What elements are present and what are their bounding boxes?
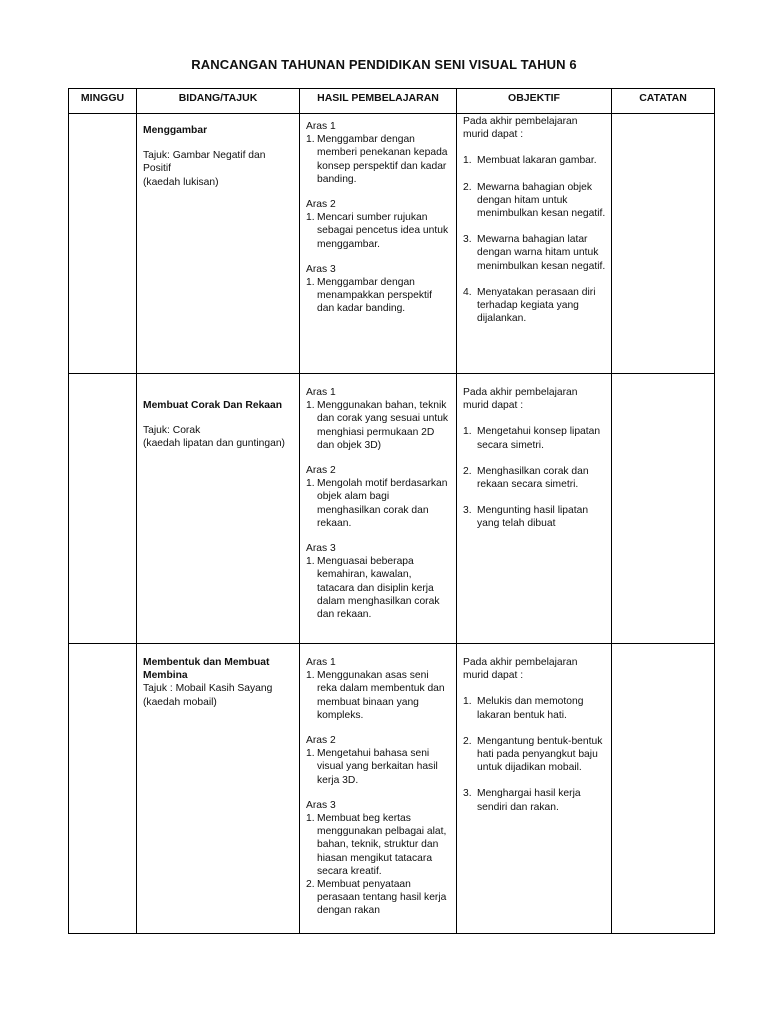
- list-item: [463, 425, 606, 451]
- yearly-plan-table: [68, 88, 715, 934]
- hasil-cell: [300, 374, 457, 644]
- kaedah-text: (kaedah lukisan): [143, 176, 219, 188]
- list-item: [463, 787, 606, 813]
- item-text: Menghasilkan corak dan rekaan secara simetri.: [477, 465, 589, 491]
- item-number: 2.: [463, 181, 472, 193]
- table-row: [69, 114, 715, 374]
- table-row: [69, 644, 715, 934]
- aras-block: [306, 542, 451, 621]
- item-number: 3.: [463, 788, 472, 800]
- item-number: 1.: [306, 748, 315, 760]
- list-item: [306, 477, 451, 530]
- item-number: 1.: [306, 134, 315, 146]
- list-item: [306, 669, 451, 722]
- item-number: 2.: [463, 735, 472, 747]
- bidang-name: Membuat Corak Dan Rekaan: [143, 400, 283, 411]
- item-text: Menyatakan perasaan diri terhadap kegiata yang dijalankan.: [477, 286, 596, 325]
- item-text: Melukis dan memotong lakaran bentuk hati.: [477, 696, 584, 721]
- list-item: [306, 211, 451, 251]
- header-objektif: OBJEKTIF: [457, 89, 612, 114]
- item-text: Mencari sumber rujukan sebagai pencetus idea untuk menggambar.: [317, 212, 449, 250]
- item-text: Membuat lakaran gambar.: [477, 155, 597, 167]
- list-item: [306, 878, 451, 918]
- catatan-cell: [612, 374, 715, 644]
- aras-label: Aras 1: [306, 657, 336, 668]
- catatan-cell: [612, 114, 715, 374]
- list-item: [306, 276, 451, 316]
- item-text: Menggambar dengan memberi penekanan kepada konsep perspektif dan kadar banding.: [317, 134, 448, 185]
- minggu-cell: [69, 114, 137, 374]
- list-item: [463, 695, 606, 721]
- item-number: 4.: [463, 286, 472, 298]
- item-number: 1.: [306, 400, 315, 412]
- item-number: 2.: [306, 879, 315, 891]
- aras-block: [306, 464, 451, 530]
- aras-block: [306, 734, 451, 787]
- objektif-intro: Pada akhir pembelajaran murid dapat :: [463, 387, 578, 412]
- document-title: RANCANGAN TAHUNAN PENDIDIKAN SENI VISUAL TAHUN 6: [191, 57, 577, 72]
- list-item: [463, 181, 606, 221]
- list-item: [306, 133, 451, 186]
- tajuk-text: Tajuk: Corak: [143, 425, 201, 437]
- item-text: Membuat beg kertas menggunakan pelbagai alat, bahan, teknik, struktur dan hiasan mengikut tatacara secara kreatif.: [317, 813, 447, 877]
- item-number: 1.: [463, 426, 472, 438]
- aras-label: Aras 3: [306, 543, 336, 555]
- bidang-name: Membentuk dan Membuat Membina: [143, 657, 270, 682]
- objektif-cell: [457, 114, 612, 374]
- list-item: [306, 747, 451, 787]
- table-header-row: [69, 89, 715, 114]
- item-number: 3.: [463, 234, 472, 246]
- item-text: Mengetahui konsep lipatan secara simetri.: [477, 426, 601, 451]
- objektif-cell: [457, 374, 612, 644]
- item-number: 1.: [306, 670, 315, 682]
- kaedah-text: (kaedah lipatan dan guntingan): [143, 438, 285, 450]
- aras-block: [306, 198, 451, 251]
- header-hasil-pembelajaran: HASIL PEMBELAJARAN: [300, 89, 457, 114]
- list-item: [306, 555, 451, 621]
- aras-label: Aras 3: [306, 263, 336, 275]
- list-item: [463, 233, 606, 273]
- bidang-cell: [137, 644, 300, 934]
- tajuk-text: Tajuk: Gambar Negatif dan Positif: [143, 150, 266, 175]
- aras-block: [306, 386, 451, 452]
- item-text: Mengetahui bahasa seni visual yang berkaitan hasil kerja 3D.: [317, 748, 438, 786]
- list-item: [306, 399, 451, 452]
- aras-label: Aras 1: [306, 387, 336, 398]
- item-text: Menggambar dengan menampakkan perspektif dan kadar banding.: [317, 277, 433, 315]
- bidang-cell: [137, 114, 300, 374]
- item-text: Menggunakan asas seni reka dalam membentuk dan membuat binaan yang kompleks.: [317, 670, 445, 721]
- item-number: 1.: [463, 696, 472, 708]
- item-number: 1.: [306, 277, 315, 289]
- item-number: 3.: [463, 505, 472, 517]
- aras-block: [306, 656, 451, 722]
- hasil-cell: [300, 644, 457, 934]
- item-text: Mengantung bentuk-bentuk hati pada penyangkut baju untuk dijadikan mobail.: [477, 735, 603, 774]
- item-text: Membuat penyataan perasaan tentang hasil kerja dengan rakan: [317, 879, 447, 917]
- item-text: Mengunting hasil lipatan yang telah dibuat: [477, 505, 589, 530]
- item-text: Mewarna bahagian latar dengan warna hitam untuk menimbulkan kesan negatif.: [477, 234, 606, 272]
- bidang-name: Menggambar: [143, 125, 208, 136]
- aras-label: Aras 2: [306, 735, 336, 747]
- objektif-cell: [457, 644, 612, 934]
- list-item: [463, 735, 606, 775]
- item-number: 1.: [463, 155, 472, 167]
- item-text: Menggunakan bahan, teknik dan corak yang sesuai untuk menghiasi permukaan 2D dan objek 3D): [317, 400, 449, 451]
- list-item: [306, 812, 451, 878]
- aras-block: [306, 120, 451, 186]
- item-number: 1.: [306, 212, 315, 224]
- item-text: Mengolah motif berdasarkan objek alam bagi menghasilkan corak dan rekaan.: [317, 478, 448, 529]
- aras-block: [306, 263, 451, 316]
- hasil-cell: [300, 114, 457, 374]
- list-item: [463, 286, 606, 326]
- item-text: Mewarna bahagian objek dengan hitam untuk menimbulkan kesan negatif.: [477, 181, 606, 220]
- kaedah-text: (kaedah mobail): [143, 696, 217, 708]
- item-number: 1.: [306, 813, 315, 825]
- aras-label: Aras 3: [306, 799, 336, 811]
- aras-label: Aras 2: [306, 465, 336, 477]
- item-number: 1.: [306, 478, 315, 490]
- list-item: [463, 154, 606, 167]
- bidang-cell: [137, 374, 300, 644]
- header-bidang-tajuk: BIDANG/TAJUK: [137, 89, 300, 114]
- aras-block: [306, 799, 451, 918]
- objektif-intro: Pada akhir pembelajaran murid dapat :: [463, 657, 578, 682]
- item-text: Menghargai hasil kerja sendiri dan rakan.: [477, 788, 581, 813]
- minggu-cell: [69, 374, 137, 644]
- list-item: [463, 504, 606, 530]
- tajuk-text: Tajuk : Mobail Kasih Sayang: [143, 683, 273, 695]
- aras-label: Aras 1: [306, 121, 336, 132]
- header-catatan: CATATAN: [612, 89, 715, 114]
- item-text: Menguasai beberapa kemahiran, kawalan, tatacara dan disiplin kerja dalam menghasilkan corak dan rekaan.: [317, 556, 440, 621]
- item-number: 2.: [463, 465, 472, 477]
- catatan-cell: [612, 644, 715, 934]
- aras-label: Aras 2: [306, 199, 336, 211]
- item-number: 1.: [306, 556, 315, 568]
- header-minggu: MINGGU: [69, 89, 137, 114]
- minggu-cell: [69, 644, 137, 934]
- list-item: [463, 465, 606, 491]
- objektif-intro: Pada akhir pembelajaran murid dapat :: [463, 116, 578, 141]
- table-row: [69, 374, 715, 644]
